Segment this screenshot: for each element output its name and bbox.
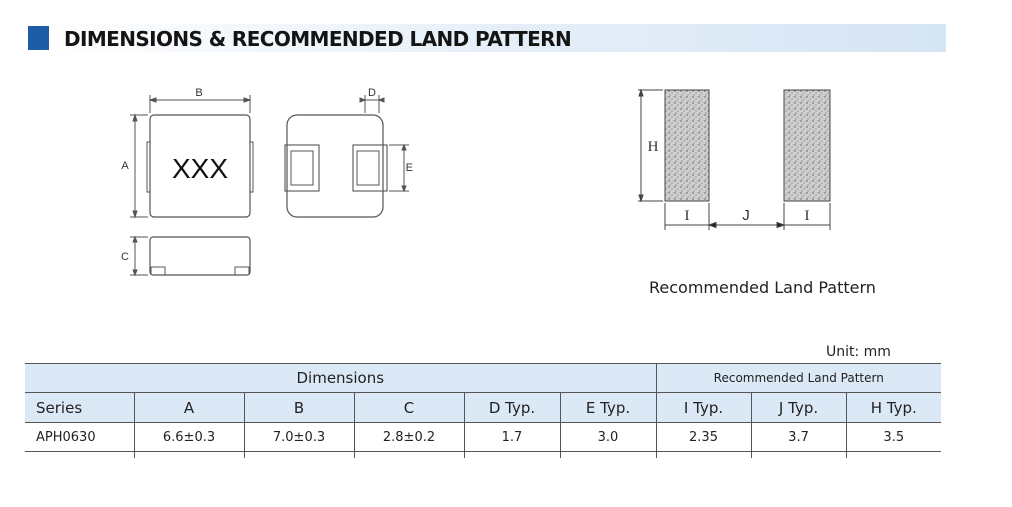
dim-label-i-right: I (804, 208, 810, 224)
unit-label: Unit: mm (826, 344, 891, 360)
table-header-row (25, 393, 941, 423)
dim-label-h: H (647, 139, 659, 155)
column-header-e: E Typ. (560, 393, 656, 423)
group-header-dimensions: Dimensions (25, 364, 656, 393)
dim-label-c: C (121, 251, 129, 263)
dim-label-d: D (368, 87, 376, 99)
table-row-spacer (25, 452, 941, 459)
cell-series: APH0630 (25, 423, 134, 452)
land-pattern-drawing (632, 84, 838, 234)
column-header-a: A (134, 393, 244, 423)
cell-h: 3.5 (846, 423, 941, 452)
page-title: DIMENSIONS & RECOMMENDED LAND PATTERN (64, 27, 572, 51)
dim-label-i-left: I (684, 208, 690, 224)
land-pad-left (665, 90, 709, 201)
dim-label-j: J (742, 207, 750, 224)
column-header-series: Series (25, 393, 134, 423)
cell-d: 1.7 (464, 423, 560, 452)
cell-j: 3.7 (751, 423, 846, 452)
group-header-land-pattern: Recommended Land Pattern (656, 364, 941, 393)
column-header-h: H Typ. (846, 393, 941, 423)
dim-label-b: B (195, 87, 203, 99)
part-marking: XXX (171, 153, 229, 184)
section-header (28, 24, 946, 52)
dim-label-a: A (121, 160, 129, 172)
land-pad-right (784, 90, 830, 201)
bottom-view-body (287, 115, 383, 217)
dimensions-table (25, 363, 941, 458)
land-pattern-caption: Recommended Land Pattern (649, 278, 876, 297)
table-group-header-row (25, 364, 941, 393)
header-marker (28, 26, 49, 50)
column-header-i: I Typ. (656, 393, 751, 423)
outline-drawing (115, 85, 415, 285)
cell-e: 3.0 (560, 423, 656, 452)
table-row (25, 423, 941, 452)
cell-c: 2.8±0.2 (354, 423, 464, 452)
column-header-c: C (354, 393, 464, 423)
column-header-d: D Typ. (464, 393, 560, 423)
cell-i: 2.35 (656, 423, 751, 452)
dim-label-e: E (405, 162, 413, 174)
column-header-j: J Typ. (751, 393, 846, 423)
column-header-b: B (244, 393, 354, 423)
cell-a: 6.6±0.3 (134, 423, 244, 452)
cell-b: 7.0±0.3 (244, 423, 354, 452)
